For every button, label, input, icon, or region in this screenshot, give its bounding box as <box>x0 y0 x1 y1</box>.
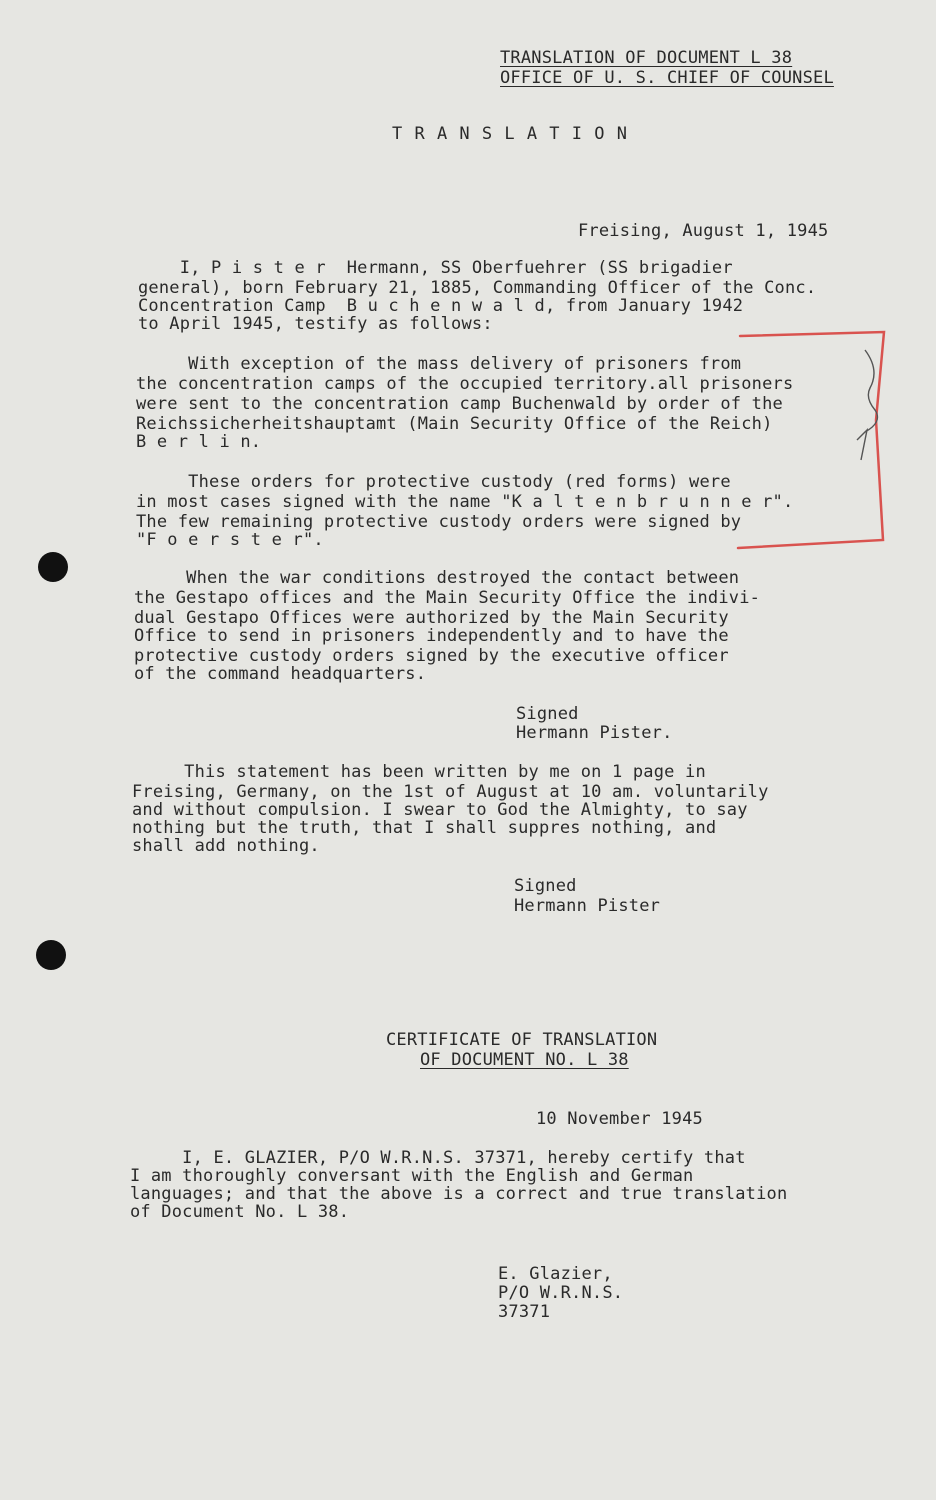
text-line: and without compulsion. I swear to God the Almighty, to say <box>132 800 748 820</box>
dateline: Freising, August 1, 1945 <box>578 221 829 241</box>
text-line: This statement has been written by me on 1 page in <box>132 762 706 782</box>
text-line: nothing but the truth, that I shall suppres nothing, and <box>132 818 717 838</box>
certificate-heading-1: CERTIFICATE OF TRANSLATION <box>386 1030 658 1050</box>
signature-2-name: Hermann Pister <box>514 896 661 916</box>
text-line: the Gestapo offices and the Main Security Office the indivi- <box>134 588 761 608</box>
text-line: These orders for protective custody (red forms) were <box>136 472 731 492</box>
certifier-rank: P/O W.R.N.S. <box>498 1283 624 1303</box>
binder-hole <box>38 552 68 582</box>
text-line: Office to send in prisoners independently and to have the <box>134 626 729 646</box>
text-line: of Document No. L 38. <box>130 1202 350 1222</box>
text-line: general), born February 21, 1885, Commanding Officer of the Conc. <box>138 278 817 298</box>
text-line: Reichssicherheitshauptamt (Main Security Office of the Reich) <box>136 414 773 434</box>
text-line: dual Gestapo Offices were authorized by the Main Security <box>134 608 729 628</box>
text-line: languages; and that the above is a correct and true translation <box>130 1184 788 1204</box>
signature-1-label: Signed <box>516 704 579 724</box>
signature-2-label: Signed <box>514 876 577 896</box>
text-line: The few remaining protective custody orders were signed by <box>136 512 742 532</box>
text-line: I, E. GLAZIER, P/O W.R.N.S. 37371, hereby certify that <box>130 1148 746 1168</box>
text-line: were sent to the concentration camp Buchenwald by order of the <box>136 394 783 414</box>
text-line: I, P i s t e r Hermann, SS Oberfuehrer (SS brigadier <box>138 258 733 278</box>
text-line: Concentration Camp B u c h e n w a l d, from January 1942 <box>138 296 744 316</box>
text-line: to April 1945, testify as follows: <box>138 314 493 334</box>
text-line: B e r l i n. <box>136 432 262 452</box>
certifier-name: E. Glazier, <box>498 1264 613 1284</box>
text-line: protective custody orders signed by the executive officer <box>134 646 729 666</box>
text-line: shall add nothing. <box>132 836 320 856</box>
text-line: I am thoroughly conversant with the English and German <box>130 1166 694 1186</box>
header-line-2: OFFICE OF U. S. CHIEF OF COUNSEL <box>500 68 834 88</box>
certifier-number: 37371 <box>498 1302 551 1322</box>
certificate-date: 10 November 1945 <box>536 1109 703 1129</box>
text-line: When the war conditions destroyed the contact between <box>134 568 740 588</box>
binder-hole <box>36 940 66 970</box>
text-line: With exception of the mass delivery of prisoners from <box>136 354 742 374</box>
text-line: Freising, Germany, on the 1st of August at 10 am. voluntarily <box>132 782 769 802</box>
header-line-1: TRANSLATION OF DOCUMENT L 38 <box>500 48 793 68</box>
document-title: T R A N S L A T I O N <box>392 124 628 144</box>
signature-1-name: Hermann Pister. <box>516 723 673 743</box>
text-line: "F o e r s t e r". <box>136 530 324 550</box>
pencil-check-mark <box>835 340 885 470</box>
text-line: in most cases signed with the name "K a l t e n b r u n n e r". <box>136 492 794 512</box>
certificate-heading-2: OF DOCUMENT NO. L 38 <box>420 1050 629 1070</box>
text-line: of the command headquarters. <box>134 664 427 684</box>
text-line: the concentration camps of the occupied territory.all prisoners <box>136 374 794 394</box>
